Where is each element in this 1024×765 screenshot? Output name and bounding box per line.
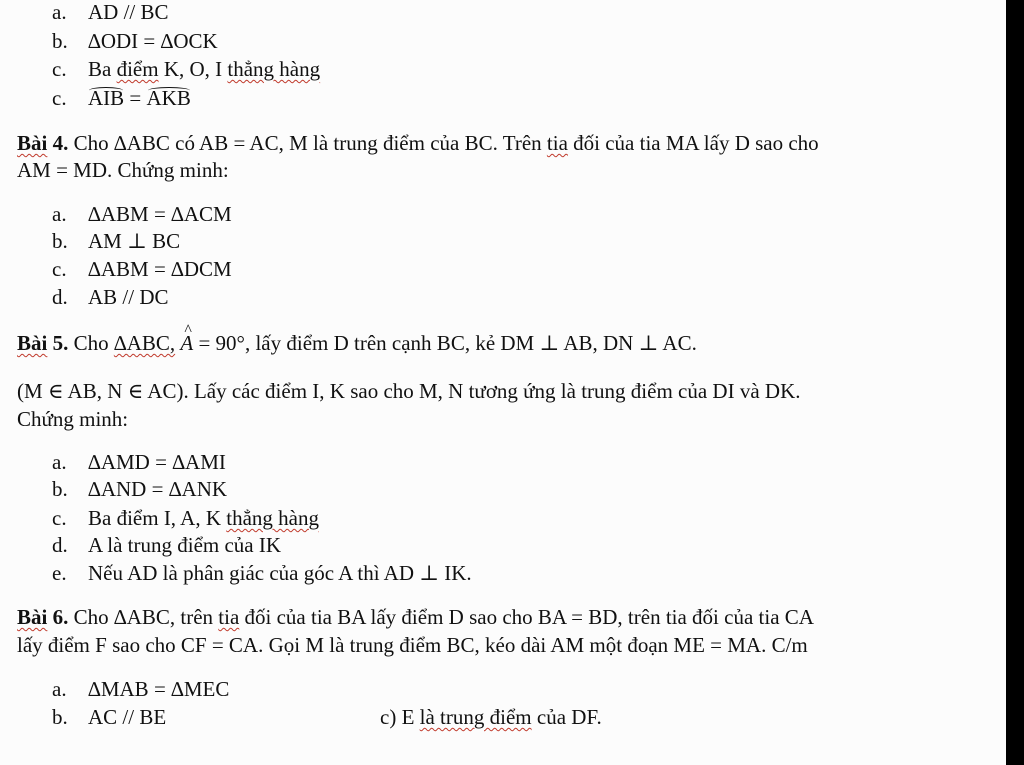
bai6-line2: lấy điểm F sao cho CF = CA. Gọi M là trung điểm BC, kéo dài AM một đoạn ME = MA. C/m [17,633,808,657]
prev-item-a: a. AD // BC [52,0,169,24]
bai4-line2: AM = MD. Chứng minh: [17,158,229,182]
bai4-item-d: d. AB // DC [52,285,169,309]
bai5-item-d: d. A là trung điểm của IK [52,533,282,557]
bai6-line1: Bài 6. Cho ∆ABC, trên tia đối của tia BA lấy điểm D sao cho BA = BD, trên tia đối của tia CA [17,605,814,629]
bai4-item-c: c. ∆ABM = ∆DCM [52,257,232,281]
prev-item-c2: c. AIB = AKB [52,86,191,110]
bai5-item-a: a. ∆AMD = ∆AMI [52,450,226,474]
bai5-line2: (M ∈ AB, N ∈ AC). Lấy các điểm I, K sao cho M, N tương ứng là trung điểm của DI và DK. [17,379,801,403]
bai6-item-c-inline: c) E là trung điểm của DF. [380,705,602,729]
bai5-item-e: e. Nếu AD là phân giác của góc A thì AD ⊥ IK. [52,561,472,585]
bai5-line3: Chứng minh: [17,407,129,431]
bai5-line1: Bài 5. Cho ∆ABC, ^ A = 90°, lấy điểm D trên cạnh BC, kẻ DM ⊥ AB, DN ⊥ AC. [17,330,697,356]
prev-item-b: b. ∆ODI = ∆OCK [52,29,218,53]
bai5-item-b: b. ∆AND = ∆ANK [52,477,228,501]
bai6-item-a: a. ∆MAB = ∆MEC [52,677,230,701]
bai6-item-b: b. AC // BE [52,705,167,729]
bai4-item-b: b. AM ⊥ BC [52,229,181,253]
bai5-item-c: c. Ba điểm I, A, K thẳng hàng [52,506,319,530]
bai4-line1: Bài 4. Cho ∆ABC có AB = AC, M là trung điểm của BC. Trên tia đối của tia MA lấy D sao cho [17,131,819,155]
bai4-item-a: a. ∆ABM = ∆ACM [52,202,232,226]
prev-item-c1: c. Ba điểm K, O, I thẳng hàng [52,57,321,81]
